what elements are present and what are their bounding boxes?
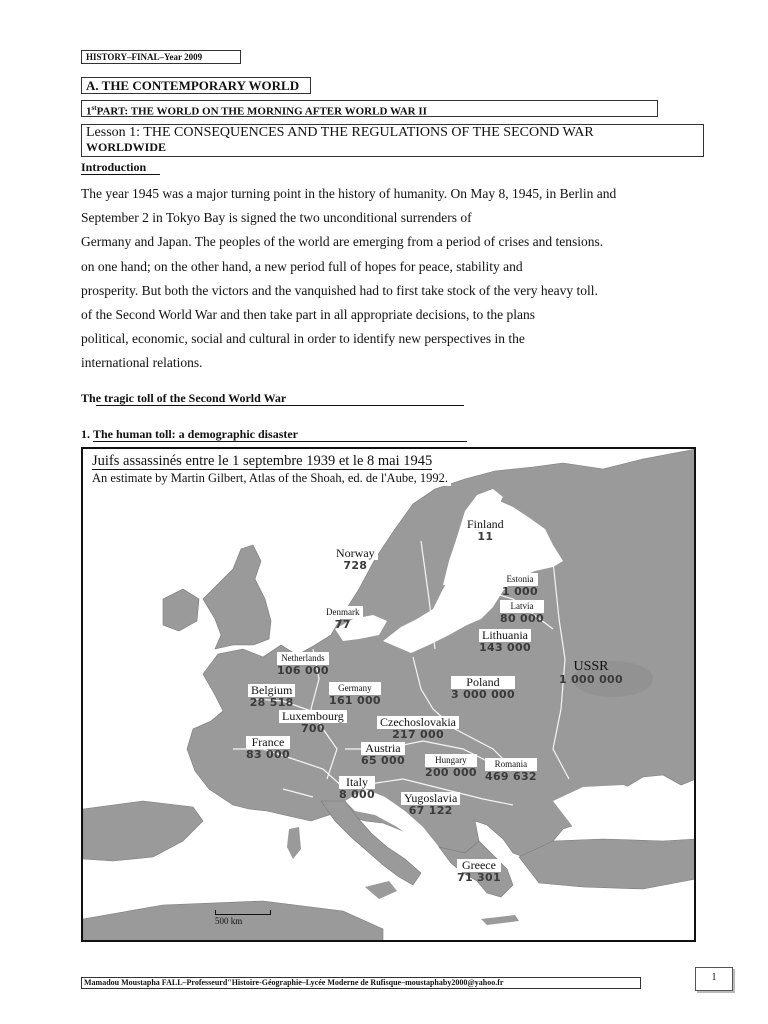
europe-map: [81, 447, 696, 942]
intro-line: prosperity. But both the victors and the vanquished had to first take stock of the very heavy toll.: [81, 282, 598, 298]
country-name: Germany: [329, 682, 381, 695]
part-number: 1: [86, 105, 92, 118]
country-value: 65 000: [361, 754, 405, 767]
country-value: 700: [300, 722, 325, 735]
scale-bar: [215, 910, 271, 915]
section-a-title: [81, 77, 311, 94]
country-name: Latvia: [500, 600, 544, 613]
country-name: Greece: [457, 859, 501, 872]
document-tag: [81, 50, 241, 64]
country-name: France: [246, 736, 290, 749]
country-name: Denmark: [323, 606, 363, 619]
country-name: Lithuania: [479, 629, 531, 642]
human-toll-heading: [81, 427, 467, 442]
scale-label: 500 km: [215, 916, 243, 926]
label-poland: [451, 676, 515, 701]
intro-line: Germany and Japan. The peoples of the world are emerging from a period of crises and tensions.: [81, 234, 604, 250]
part-title: [81, 100, 658, 117]
label-hungary: [425, 754, 477, 779]
map-geography: [83, 449, 696, 942]
intro-line: of the Second World War and then take part in all appropriate decisions, to the plans: [81, 307, 535, 323]
document-tag-text: HISTORY–FINAL–Year 2009: [86, 52, 203, 62]
country-value: 8 000: [339, 788, 375, 801]
country-name: USSR: [573, 659, 609, 674]
map-subtitle: An estimate by Martin Gilbert, Atlas of the Shoah, ed. de l'Aube, 1992.: [89, 471, 451, 486]
page-number: 1: [695, 967, 733, 991]
section-a-text: A. THE CONTEMPORARY WORLD: [86, 78, 300, 93]
tragic-toll-heading: [81, 391, 464, 406]
country-name: Luxembourg: [279, 710, 347, 723]
label-belgium: [248, 684, 295, 709]
country-value: 1 000 000: [559, 673, 623, 686]
country-name: Norway: [333, 547, 378, 560]
country-value: 217 000: [392, 728, 444, 741]
lesson-title-line-1: Lesson 1: THE CONSEQUENCES AND THE REGULATIONS OF THE SECOND WAR: [86, 125, 594, 140]
country-value: 83 000: [246, 748, 290, 761]
part-ordinal: st: [91, 104, 97, 112]
label-ussr: [559, 659, 623, 686]
country-name: Yugoslavia: [401, 792, 460, 805]
introduction-heading: Introduction: [81, 160, 160, 175]
country-value: 728: [343, 559, 368, 572]
country-name: Estonia: [502, 573, 538, 586]
country-value: 106 000: [277, 664, 329, 677]
label-estonia: [502, 573, 538, 598]
intro-line: The year 1945 was a major turning point in the history of humanity. On May 8, 1945, in Berlin and: [81, 186, 617, 201]
country-value: 67 122: [408, 804, 453, 817]
intro-line: international relations.: [81, 355, 203, 371]
country-name: Netherlands: [277, 652, 329, 665]
country-name: Romania: [485, 758, 537, 771]
country-value: 469 632: [485, 770, 537, 783]
country-value: 77: [334, 618, 351, 631]
tragic-toll-title: e tragic toll of the Second World War: [96, 391, 464, 406]
country-value: 71 301: [457, 871, 501, 884]
human-toll-prefix: 1.: [81, 427, 93, 441]
turkey-shape: [519, 839, 696, 889]
map-scale: [215, 910, 271, 926]
country-value: 143 000: [479, 641, 531, 654]
label-norway: [333, 547, 378, 572]
label-luxembourg: [279, 710, 347, 735]
label-denmark: [323, 606, 363, 631]
country-value: 80 000: [500, 612, 544, 625]
label-greece: [457, 859, 501, 884]
country-name: Belgium: [248, 684, 295, 697]
part-title-text: PART: THE WORLD ON THE MORNING AFTER WORLD WAR II: [96, 105, 427, 118]
country-name: Finland: [467, 517, 504, 531]
country-value: 1 000: [502, 585, 538, 598]
intro-line: September 2 in Tokyo Bay is signed the two unconditional surrenders of: [81, 210, 472, 226]
tragic-toll-prefix: Th: [81, 391, 96, 405]
label-netherlands: [277, 652, 329, 677]
introduction-paragraph: [81, 182, 711, 376]
label-germany: [329, 682, 381, 707]
country-name: Austria: [361, 742, 405, 755]
lesson-title-line-2: WORLDWIDE: [86, 140, 167, 154]
label-yugoslavia: [401, 792, 460, 817]
intro-line: on one hand; on the other hand, a new period full of hopes for peace, stability and: [81, 258, 523, 274]
country-value: 200 000: [425, 766, 477, 779]
country-name: Poland: [451, 676, 515, 689]
human-toll-title: The human toll: a demographic disaster: [93, 427, 467, 442]
label-france: [246, 736, 290, 761]
country-value: 11: [477, 530, 494, 543]
label-latvia: [500, 600, 544, 625]
country-value: 161 000: [329, 694, 381, 707]
country-value: 3 000 000: [451, 688, 515, 701]
country-name: Italy: [339, 776, 375, 789]
map-title-text: Juifs assassinés entre le 1 septembre 1939 et le 8 mai 1945: [92, 453, 433, 469]
map-title: [89, 453, 435, 469]
country-value: 28 518: [249, 696, 294, 709]
lesson-title: [81, 124, 704, 157]
label-czechoslovakia: [377, 716, 459, 741]
country-name: Czechoslovakia: [377, 716, 459, 729]
label-romania: [485, 758, 537, 783]
country-name: Hungary: [425, 754, 477, 767]
intro-line: political, economic, social and cultural in order to identify new perspectives in the: [81, 331, 525, 347]
label-lithuania: [479, 629, 531, 654]
label-finland: [467, 518, 504, 543]
label-italy: [339, 776, 375, 801]
label-austria: [361, 742, 405, 767]
footer-author: Mamadou Moustapha FALL–Professeurd"Histoire-Géographie–Lycée Moderne de Rufisque–moustaphaby2000@yahoo.fr: [81, 977, 641, 989]
